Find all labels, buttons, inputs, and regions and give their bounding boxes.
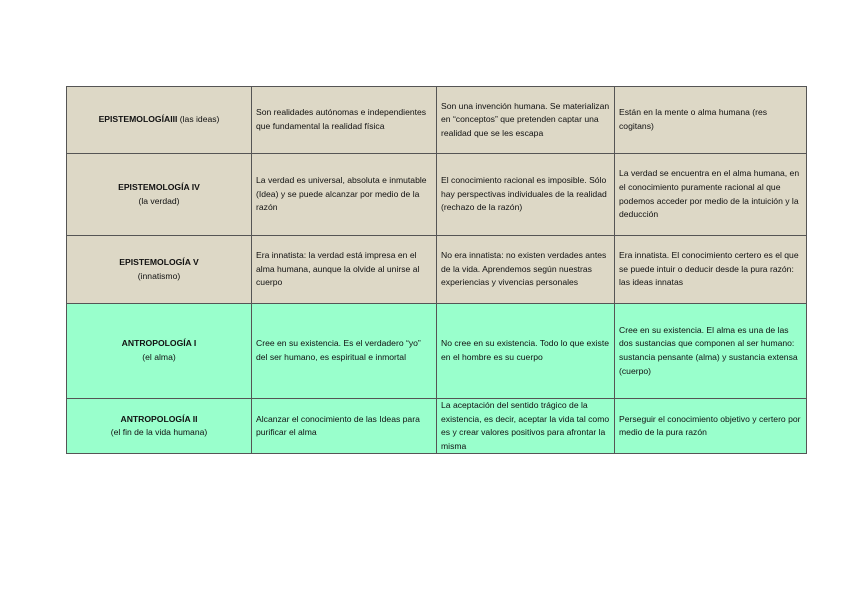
- row-header: [67, 304, 252, 399]
- table-row-epistemologia-v: [67, 236, 807, 304]
- table-row-epistemologia-iv: [67, 154, 807, 236]
- row-header: [67, 154, 252, 236]
- table-cell: Era innatista: la verdad está impresa en el alma humana, aunque la olvide al unirse al cuerpo: [252, 236, 437, 304]
- table-row-epistemologia-iii: [67, 87, 807, 154]
- table-cell: Son una invención humana. Se materializan en “conceptos” que pretenden captar una realidad que se les escapa: [437, 87, 615, 154]
- row-header: [67, 236, 252, 304]
- table-cell: Están en la mente o alma humana (res cogitans): [615, 87, 807, 154]
- table-row-antropologia-ii: [67, 399, 807, 454]
- table-cell: La aceptación del sentido trágico de la existencia, es decir, aceptar la vida tal como es y crear valores positivos para afrontar la misma: [437, 399, 615, 454]
- row-header-subtitle: (el alma): [142, 352, 176, 362]
- table-cell: Cree en su existencia. Es el verdadero “yo” del ser humano, es espiritual e inmortal: [252, 304, 437, 399]
- row-header-title: EPISTEMOLOGÍA IV: [118, 181, 200, 192]
- table-cell: El conocimiento racional es imposible. Sólo hay perspectivas individuales de la realidad (rechazo de la razón): [437, 154, 615, 236]
- table-cell: Era innatista. El conocimiento certero es el que se puede intuir o deducir desde la pura razón: las ideas innatas: [615, 236, 807, 304]
- row-header-title: EPISTEMOLOGÍAIII: [98, 114, 178, 125]
- row-header-subtitle: (las ideas): [179, 114, 220, 125]
- row-header-subtitle: (la verdad): [138, 195, 180, 206]
- table-cell: Son realidades autónomas e independientes que fundamental la realidad física: [252, 87, 437, 154]
- table-cell: La verdad se encuentra en el alma humana, en el conocimiento puramente racional al que podemos acceder por medio de la intuición y la deducción: [615, 154, 807, 236]
- table-cell: No cree en su existencia. Todo lo que existe en el hombre es su cuerpo: [437, 304, 615, 399]
- row-header-title: EPISTEMOLOGÍA V: [119, 256, 199, 267]
- row-header-subtitle: (el fin de la vida humana): [110, 427, 208, 438]
- row-header: [67, 87, 252, 154]
- table-cell: No era innatista: no existen verdades antes de la vida. Aprendemos según nuestras experiencias y vivencias personales: [437, 236, 615, 304]
- comparison-table: [66, 86, 807, 454]
- row-header-title: ANTROPOLOGÍA II: [120, 413, 198, 424]
- table-cell: Cree en su existencia. El alma es una de las dos sustancias que componen al ser humano: sustancia pensante (alma) y sustancia extensa (cuerpo): [615, 304, 807, 399]
- table-row-antropologia-i: [67, 304, 807, 399]
- table-cell: Perseguir el conocimiento objetivo y certero por medio de la pura razón: [615, 399, 807, 454]
- row-header: [67, 399, 252, 454]
- row-header-title: ANTROPOLOGÍA I: [121, 338, 197, 349]
- table-cell: Alcanzar el conocimiento de las Ideas para purificar el alma: [252, 399, 437, 454]
- row-header-subtitle: (innatismo): [137, 270, 181, 281]
- table-cell: La verdad es universal, absoluta e inmutable (Idea) y se puede alcanzar por medio de la razón: [252, 154, 437, 236]
